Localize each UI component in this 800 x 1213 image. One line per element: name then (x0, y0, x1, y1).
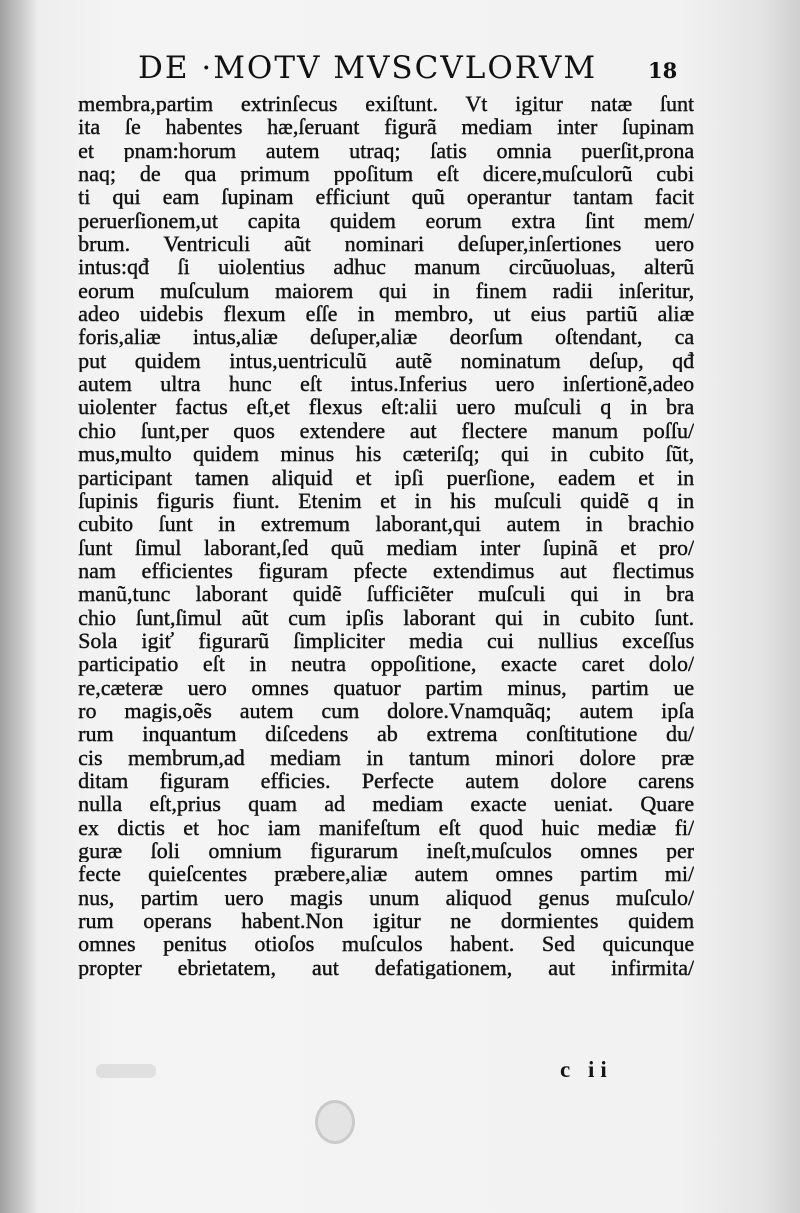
text-line: cubito ſunt in extremum laborant,qui autem in brachio (78, 512, 694, 536)
signature-mark: c ii (560, 1057, 613, 1082)
running-header (130, 48, 690, 88)
text-line: ti qui eam ſupinam efficiunt quũ operantur tantam facit (78, 185, 694, 209)
paper-stain (315, 1100, 355, 1144)
text-line: rum operans habent.Non igitur ne dormientes quidem (78, 909, 694, 933)
text-line: intus:qđ ſi uiolentius adhuc manum circũuoluas, alterũ (78, 255, 694, 279)
text-line: rum inquantum diſcedens ab extrema conſtitutione du/ (78, 722, 694, 746)
text-line: naq; de qua primum ppoſitum eſt dicere,muſculorũ cubi (78, 162, 694, 186)
text-line: ita ſe habentes hæ,ſeruant figurã mediam inter ſupinam (78, 115, 694, 139)
text-line: adeo uidebis flexum eſſe in membro, ut eius partiũ aliæ (78, 302, 694, 326)
page-number: 18 (648, 58, 678, 83)
text-line: nus, partim uero magis unum aliquod genus muſculo/ (78, 885, 694, 910)
text-line: participant tamen aliquid et ipſi puerſione, eadem et in (78, 465, 694, 489)
text-line: nam efficientes figuram pfecte extendimus aut flectimus (78, 558, 694, 583)
text-line: peruerſionem,ut capita quidem eorum extra ſint mem/ (78, 208, 694, 233)
text-line: omnes penitus otioſos muſculos habent. Sed quicunque (78, 932, 694, 956)
text-line: chio ſunt,ſimul aũt cum ipſis laborant qui in cubito ſunt. (78, 605, 694, 629)
text-line: put quidem intus,uentriculũ autẽ nominatum deſup, qđ (78, 348, 694, 373)
text-line: cis membrum,ad mediam in tantum minori dolore præ (78, 745, 694, 769)
text-line: autem ultra hunc eſt intus.Inferius uero inſertionẽ,adeo (78, 372, 694, 396)
running-title: DE ·MOTV MVSCVLORVM (138, 50, 598, 86)
text-line: ro magis,oẽs autem cum dolore.Vnamquãq; autem ipſa (78, 698, 694, 723)
text-line: participatio eſt in neutra oppoſitione, exacte caret dolo/ (78, 652, 694, 676)
text-line: manũ,tunc laborant quidẽ ſufficiẽter muſculi qui in bra (78, 582, 694, 606)
text-line: nulla eſt,prius quam ad mediam exacte ueniat. Quare (78, 792, 694, 816)
text-line: eorum muſculum maiorem qui in finem radii inſeritur, (78, 278, 694, 303)
text-line: chio ſunt,per quos extendere aut flectere manum poſſu/ (78, 418, 694, 443)
text-line: Sola igiť figurarũ ſimpliciter media cui nullius exceſſus (78, 628, 694, 653)
binding-shadow (0, 0, 38, 1213)
text-line: foris,aliæ intus,aliæ deſuper,aliæ deorſum oſtendant, ca (78, 325, 694, 349)
text-line: brum. Ventriculi aũt nominari deſuper,inſertiones uero (78, 232, 694, 256)
text-line: fecte quieſcentes præbere,aliæ autem omnes partim mi/ (78, 862, 694, 886)
text-line: ſupinis figuris fiunt. Etenim et in his muſculi quidẽ q in (78, 488, 694, 513)
text-line: ditam figuram efficies. Perfecte autem dolore carens (78, 768, 694, 793)
body-text (78, 92, 694, 979)
show-through-mark (96, 1064, 156, 1078)
text-line: ex dictis et hoc iam manifeſtum eſt quod huic mediæ fi/ (78, 815, 694, 839)
text-line: guræ ſoli omnium figurarum ineſt,muſculos omnes per (78, 839, 694, 863)
text-line: membra,partim extrinſecus exiſtunt. Vt igitur natæ ſunt (78, 92, 694, 116)
text-line: uiolenter factus eſt,et flexus eſt:alii uero muſculi q in bra (78, 395, 694, 419)
text-line: propter ebrietatem, aut defatigationem, aut infirmita/ (78, 955, 694, 980)
text-line: mus,multo quidem minus his cæteriſq; qui in cubito ſũt, (78, 442, 694, 466)
text-line: re,cæteræ uero omnes quatuor partim minus, partim ue (78, 675, 694, 699)
text-line: et pnam:horum autem utraq; ſatis omnia puerſit,prona (78, 138, 694, 163)
text-line: ſunt ſimul laborant,ſed quũ mediam inter ſupinã et pro/ (78, 535, 694, 559)
